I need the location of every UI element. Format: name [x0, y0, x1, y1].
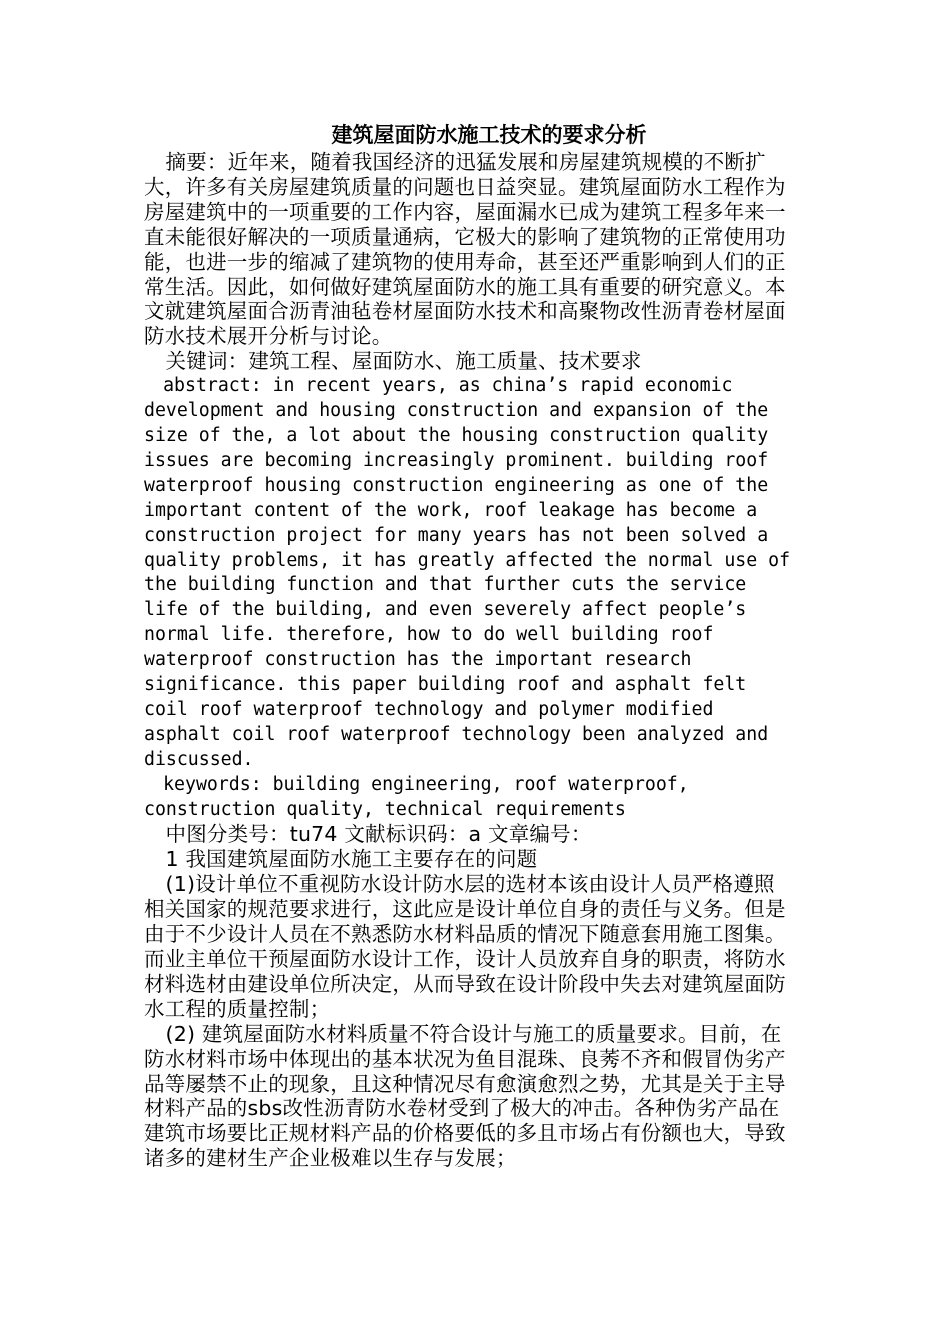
- keywords-en-paragraph: keywords: building engineering, roof waterproof, construction quality, technical requirements: [144, 773, 689, 820]
- body-paragraph-2: (2) 建筑屋面防水材料质量不符合设计与施工的质量要求。目前，在防水材料市场中体现出的基本状况为鱼目混珠、良莠不齐和假冒伪劣产品等屡禁不止的现象，且这种情况尽有愈演愈烈之势，尤其是关于主导材料产品的sbs改性沥青防水卷材受到了极大的冲击。各种伪劣产品在建筑市场要比正规材料产品的价格要低的多且市场占有份额也大，导致诸多的建材生产企业极难以生存与发展；: [144, 1021, 786, 1171]
- classification-paragraph: 中图分类号：tu74 文献标识码：a 文章编号：: [165, 822, 592, 847]
- document-body: [144, 120, 794, 1171]
- section-heading-1: 1 我国建筑屋面防水施工主要存在的问题: [165, 847, 538, 872]
- abstract-en-paragraph: abstract: in recent years, as china’s rapid economic development and housing construction and expansion of the size of the, a lot about the housing construction quality issues are becoming increasingly prominent. building roof waterproof housing construction engineering as one of the important content of the work, roof leakage has become a construction project for many years has not been solved a quality problems, it has greatly affected the normal use of the building function and that further cuts the service life of the building, and even severely affect people’s normal life. therefore, how to do well building roof waterproof construction has the important research significance. this paper building roof and asphalt felt coil roof waterproof technology and polymer modified asphalt coil roof waterproof technology been analyzed and discussed.: [144, 375, 791, 770]
- body-paragraph-1: (1)设计单位不重视防水设计防水层的选材本该由设计人员严格遵照相关国家的规范要求进行，这此应是设计单位自身的责任与义务。但是由于不少设计人员在不熟悉防水材料品质的情况下随意套用施工图集。而业主单位干预屋面防水设计工作，设计人员放弃自身的职责，将防水材料选材由建设单位所决定，从而导致在设计阶段中失去对建筑屋面防水工程的质量控制；: [144, 872, 786, 1021]
- keywords-cn-paragraph: 关键词：建筑工程、屋面防水、施工质量、技术要求: [165, 349, 642, 374]
- abstract-cn-paragraph: 摘要：近年来，随着我国经济的迅猛发展和房屋建筑规模的不断扩大，许多有关房屋建筑质量的问题也日益突显。建筑屋面防水工程作为房屋建筑中的一项重要的工作内容，屋面漏水已成为建筑工程多年来一直未能很好解决的一项质量通病，它极大的影响了建筑物的正常使用功能，也进一步的缩减了建筑物的使用寿命，甚至还严重影响到人们的正常生活。因此，如何做好建筑屋面防水的施工具有重要的研究意义。本文就建筑屋面合沥青油毡卷材屋面防水技术和高聚物改性沥青卷材屋面防水技术展开分析与讨论。: [144, 150, 786, 349]
- document-title: 建筑屋面防水施工技术的要求分析: [331, 123, 647, 147]
